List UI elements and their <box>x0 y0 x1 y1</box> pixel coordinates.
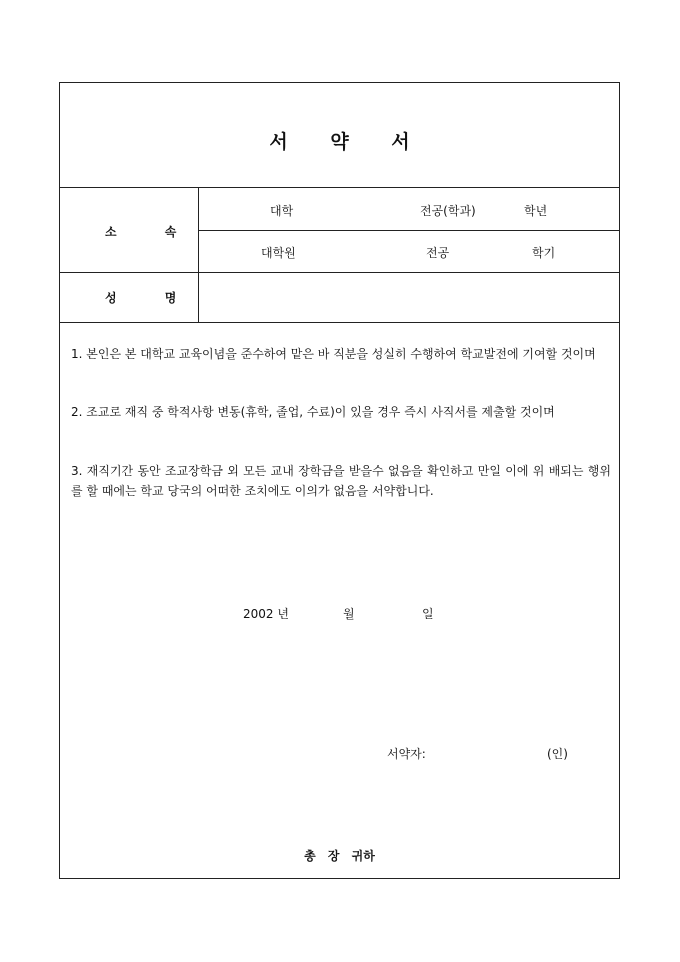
grad-school-field-label: 대학원 <box>261 246 296 260</box>
semester-field-label: 학기 <box>532 246 556 260</box>
divider <box>198 230 619 231</box>
major-field-label: 전공(학과) <box>420 204 476 218</box>
clause-2: 2. 조교로 재직 중 학적사항 변동(휴학, 졸업, 수료)이 있을 경우 즉시 사직서를 제출할 것이며 <box>71 405 555 419</box>
affiliation-label: 소 속 <box>105 225 199 239</box>
pledge-form <box>59 82 620 879</box>
date-day: 일 <box>422 607 434 621</box>
clause-1: 1. 본인은 본 대학교 교육이념을 준수하여 맡은 바 직분을 성실히 수행하여 학교발전에 기여할 것이며 <box>71 347 596 361</box>
date-month: 월 <box>343 607 355 621</box>
grad-major-field-label: 전공 <box>426 246 450 260</box>
college-field-label: 대학 <box>270 204 294 218</box>
clause-3: 3. 재직기간 동안 조교장학금 외 모든 교내 장학금을 받을수 없음을 확인하고 만일 이에 위 배되는 행위를 할 때에는 학교 당국의 어떠한 조치에도 이의가 없음을 서약합니다. <box>71 464 611 498</box>
closing-addressee: 총 장 귀하 <box>304 849 375 863</box>
document-title: 서 약 서 <box>269 131 428 153</box>
grade-field-label: 학년 <box>524 204 548 218</box>
seal-mark: (인) <box>547 747 568 761</box>
name-label: 성 명 <box>105 291 199 305</box>
divider <box>60 187 619 188</box>
signer-label: 서약자: <box>387 747 426 761</box>
divider <box>60 272 619 273</box>
divider <box>60 322 619 323</box>
date-year: 2002 년 <box>243 607 289 621</box>
